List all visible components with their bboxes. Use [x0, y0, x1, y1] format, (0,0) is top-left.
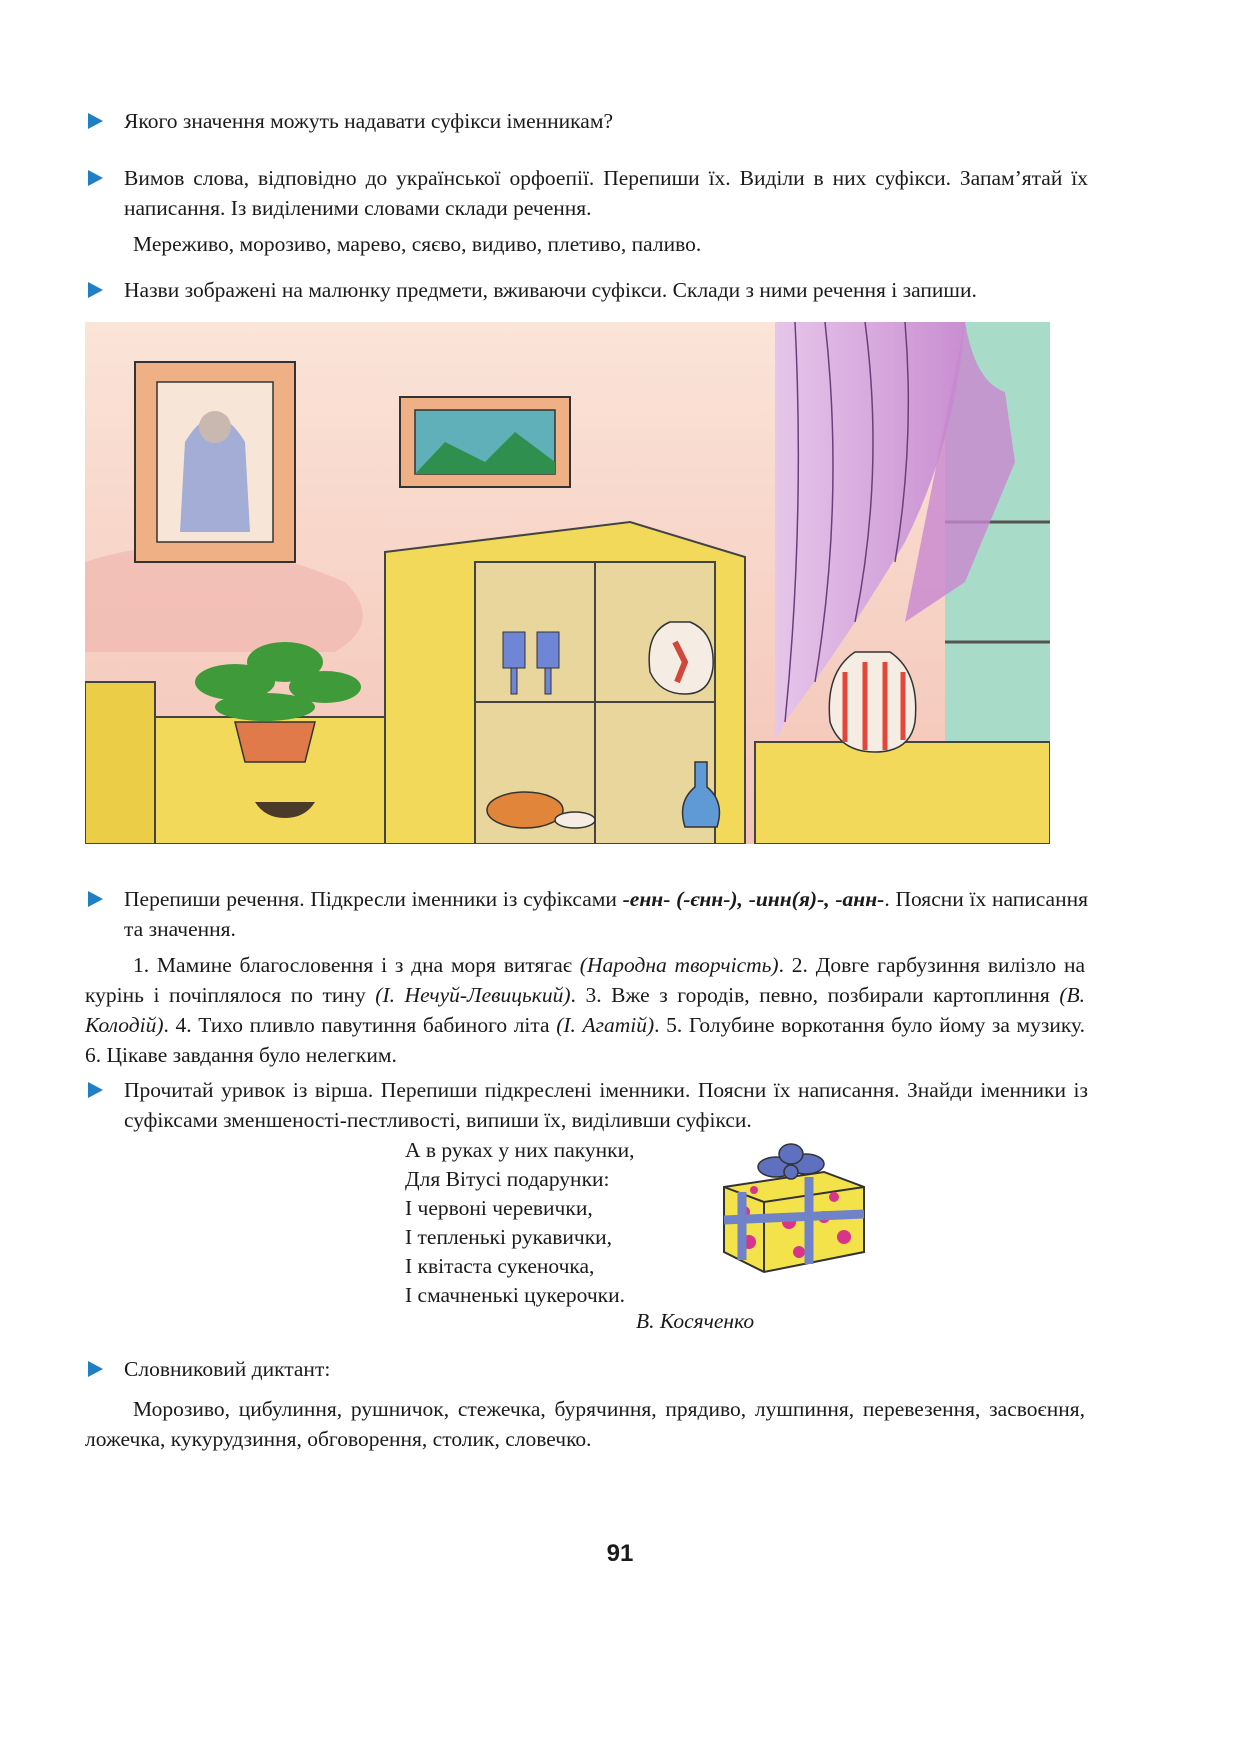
- task-arrow-icon: [88, 113, 103, 129]
- sentence: 3. Вже з городів, певно, позбирали картоплиння: [585, 983, 1060, 1007]
- poem: [405, 1136, 634, 1310]
- sentence-end: .: [654, 1013, 667, 1037]
- dictation-words: Морозиво, цибулиння, рушничок, стежечка, бурячиння, прядиво, лушпиння, перевезення, засвоєння, ложечка, кукурудзиння, обговорення, столик, словечко.: [85, 1397, 1085, 1451]
- sentence-end: .: [163, 1013, 176, 1037]
- task-2: [88, 163, 1088, 223]
- task-3: [88, 275, 1088, 305]
- gift-box-illustration: [714, 1142, 872, 1282]
- task-arrow-icon: [88, 170, 103, 186]
- task-4: [88, 884, 1088, 944]
- task-arrow-icon: [88, 891, 103, 907]
- task-arrow-icon: [88, 1082, 103, 1098]
- task-4-suffixes: -енн- (-єнн-), -инн(я)-, -анн-: [622, 887, 885, 911]
- task-1: [88, 106, 1088, 136]
- sentence: 6. Цікаве завдання було нелегким.: [85, 1043, 397, 1067]
- sentence: 2. Довге гарбузиння вилізло на курінь і почіплялося по тину: [85, 953, 1086, 1007]
- sentence-author: (І. Агатій): [556, 1013, 655, 1037]
- poem-author: В. Косяченко: [636, 1309, 755, 1333]
- poem-line: І червоні черевички,: [405, 1196, 593, 1220]
- task-6: [88, 1354, 1088, 1384]
- poem-line: А в руках у них пакунки,: [405, 1138, 635, 1162]
- poem-line: І тепленькі рукавички,: [405, 1225, 613, 1249]
- task-3-text: Назви зображені на малюнку предмети, вживаючи суфікси. Склади з ними речення і запиши.: [124, 278, 977, 302]
- sentence-author: (В. Колодій): [85, 983, 1086, 1037]
- room-illustration: [85, 322, 1050, 844]
- room-illustration-drawing: [85, 322, 1050, 844]
- sentence-author: (І. Нечуй-Левицький): [375, 983, 571, 1007]
- task-5: [88, 1075, 1088, 1135]
- word-list-1: Мереживо, морозиво, марево, сяєво, видиво, плетиво, паливо.: [133, 232, 702, 256]
- poem-line: І смачненькі цукерочки.: [405, 1283, 625, 1307]
- task-4-text-start: Перепиши речення. Підкресли іменники із суфіксами: [124, 887, 623, 911]
- sentence: 1. Мамине благословення і з дна моря витягає: [133, 953, 580, 977]
- sentence: 5. Голубине воркотання було йому за музику.: [666, 1013, 1086, 1037]
- task-1-text: Якого значення можуть надавати суфікси іменникам?: [124, 109, 613, 133]
- poem-line: Для Вітусі подарунки:: [405, 1167, 610, 1191]
- page-number: 91: [606, 1540, 634, 1567]
- task-4-text: [124, 884, 1088, 944]
- task-arrow-icon: [88, 1361, 103, 1377]
- sentences-block: [85, 950, 1085, 1070]
- task-4-text-end: . Поясни їх написання та значення.: [124, 887, 1089, 941]
- gift-box-icon: [714, 1142, 872, 1282]
- sentence-author: (Народна творчість): [579, 953, 779, 977]
- sentence-end: .: [570, 983, 586, 1007]
- poem-line: І квітаста сукеночка,: [405, 1254, 595, 1278]
- task-6-text: Словниковий диктант:: [124, 1357, 331, 1381]
- task-5-text: Прочитай уривок із вірша. Перепиши підкреслені іменники. Поясни їх написання. Знайди іменники із суфіксами зменшеності-пестливості, випиши їх, виділивши суфікси.: [124, 1078, 1088, 1132]
- task-arrow-icon: [88, 282, 103, 298]
- sentence-end: .: [778, 953, 792, 977]
- task-2-text: Вимов слова, відповідно до української орфоепії. Перепиши їх. Виділи в них суфікси. Запам’ятай їх написання. Із виділеними словами склади речення.: [124, 166, 1088, 220]
- sentence: 4. Тихо пливло павутиння бабиного літа: [175, 1013, 557, 1037]
